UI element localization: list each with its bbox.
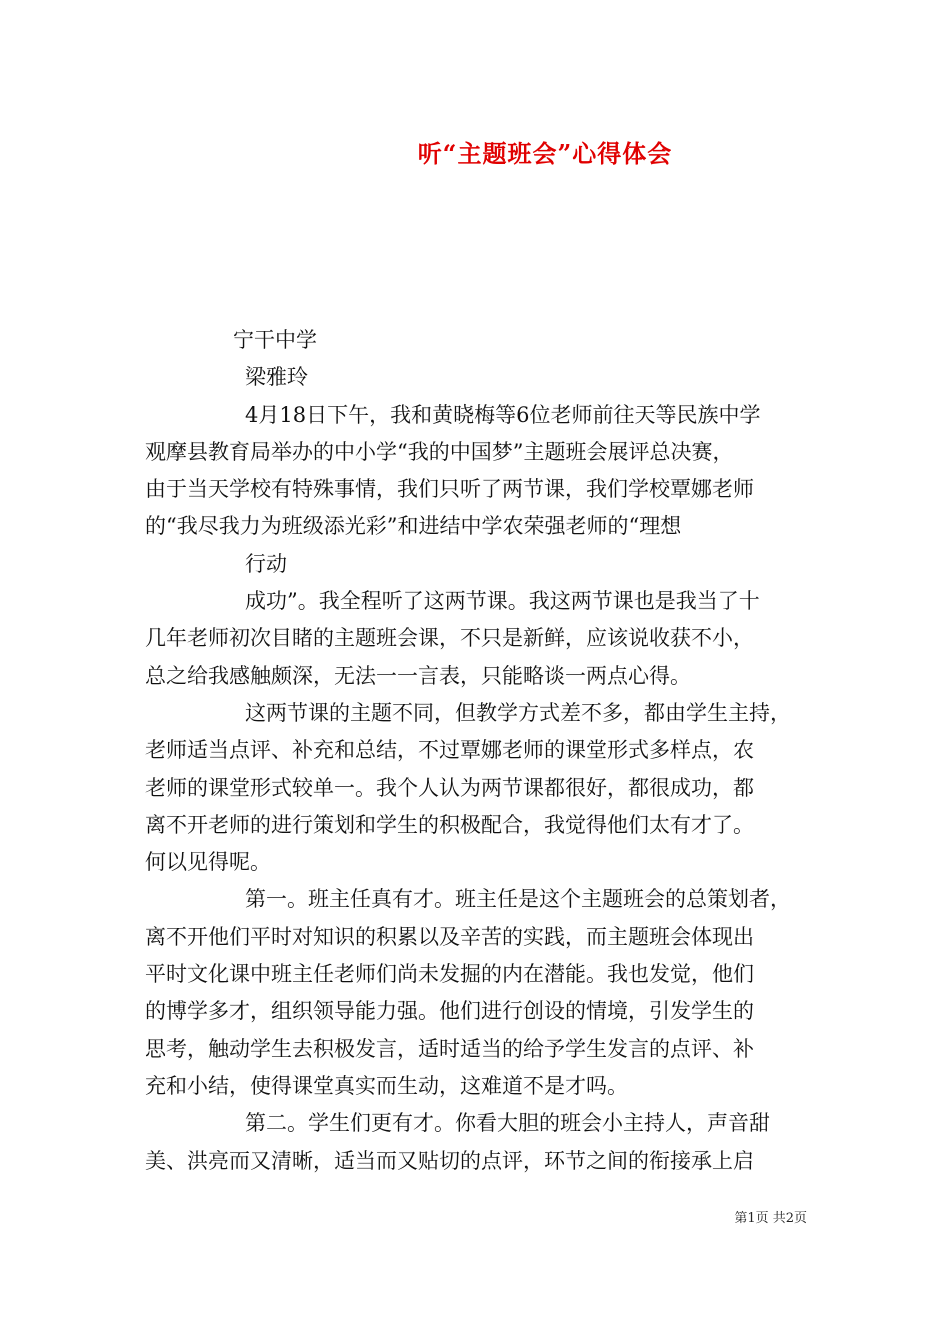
body-line: 观摩县教育局举办的中小学“我的中国梦”主题班会展评总决赛， bbox=[145, 439, 734, 464]
body-line: 4月18日下午，我和黄晓梅等6位老师前往天等民族中学 bbox=[245, 402, 761, 427]
document-title: 听“主题班会”心得体会 bbox=[417, 139, 673, 168]
body-line: 离不开他们平时对知识的积累以及辛苦的实践，而主题班会体现出 bbox=[145, 924, 754, 949]
body-line: 行动 bbox=[245, 551, 287, 576]
body-line: 老师的课堂形式较单一。我个人认为两节课都很好，都很成功，都 bbox=[145, 775, 754, 800]
body-line: 何以见得呢。 bbox=[145, 850, 271, 875]
body-line: 美、洪亮而又清晰，适当而又贴切的点评，环节之间的衔接承上启 bbox=[145, 1148, 754, 1173]
document-body bbox=[145, 322, 815, 1180]
body-line: 平时文化课中班主任老师们尚未发掘的内在潜能。我也发觉，他们 bbox=[145, 962, 754, 987]
page-footer: 第1页 共2页 bbox=[734, 1211, 807, 1226]
body-line: 充和小结，使得课堂真实而生动，这难道不是才吗。 bbox=[145, 1073, 628, 1098]
body-line: 第二。学生们更有才。你看大胆的班会小主持人，声音甜 bbox=[245, 1111, 770, 1136]
body-line: 成功”。我全程听了这两节课。我这两节课也是我当了十 bbox=[245, 589, 760, 614]
school-name: 宁干中学 bbox=[233, 328, 317, 352]
body-line: 思考，触动学生去积极发言，适时适当的给予学生发言的点评、补 bbox=[145, 1036, 754, 1061]
body-line: 离不开老师的进行策划和学生的积极配合，我觉得他们太有才了。 bbox=[145, 812, 754, 837]
author-name: 梁雅玲 bbox=[245, 365, 308, 390]
body-line: 由于当天学校有特殊事情，我们只听了两节课，我们学校覃娜老师 bbox=[145, 477, 754, 502]
body-line: 的“我尽我力为班级添光彩”和进结中学农荣强老师的“理想 bbox=[145, 514, 682, 539]
body-line: 的博学多才，组织领导能力强。他们进行创设的情境，引发学生的 bbox=[145, 999, 754, 1024]
body-line: 第一。班主任真有才。班主任是这个主题班会的总策划者， bbox=[245, 887, 791, 912]
body-line: 几年老师初次目睹的主题班会课，不只是新鲜，应该说收获不小， bbox=[145, 626, 754, 651]
body-line: 老师适当点评、补充和总结，不过覃娜老师的课堂形式多样点，农 bbox=[145, 738, 754, 763]
body-line: 这两节课的主题不同，但教学方式差不多，都由学生主持， bbox=[245, 700, 791, 725]
body-line: 总之给我感触颇深，无法一一言表，只能略谈一两点心得。 bbox=[145, 663, 691, 688]
